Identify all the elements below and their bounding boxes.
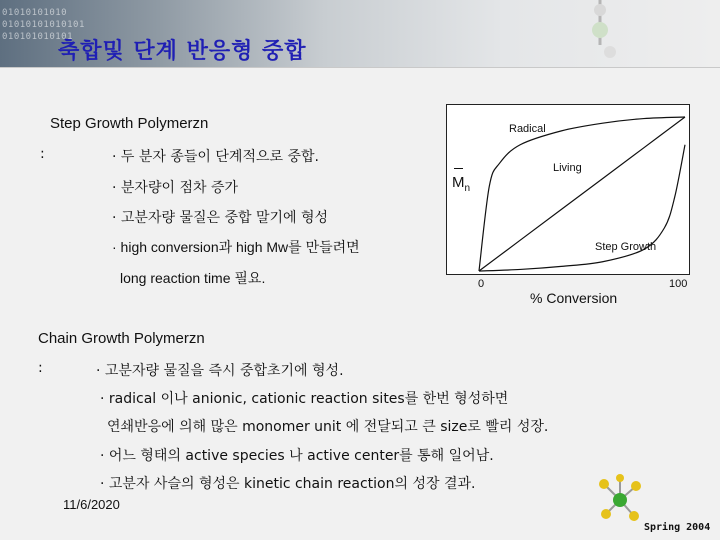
binary-decoration: 01010101010	[2, 8, 68, 18]
binary-decoration: 01010101010101	[2, 20, 85, 30]
step-bullet: long reaction time 필요.	[120, 270, 266, 286]
chain-growth-heading: Chain Growth Polymerzn	[38, 330, 205, 347]
chain-bullet: · radical 이나 anionic, cationic reaction sites를 한번 형성하면	[100, 391, 509, 407]
series-label-step-growth: Step Growth	[595, 241, 657, 253]
molecule-logo-icon	[596, 470, 644, 530]
binary-decoration: 010101010101	[2, 32, 74, 42]
header-banner	[0, 0, 720, 68]
mn-overbar	[454, 168, 463, 169]
step-bullet: · 분자량이 점차 증가	[112, 180, 238, 196]
chart-ylabel	[452, 174, 470, 194]
series-label-living: Living	[553, 162, 582, 174]
series-label-radical: Radical	[509, 123, 546, 135]
chart-ylabel-main: M	[452, 174, 465, 191]
chain-bullet: 연쇄반응에 의해 많은 monomer unit 에 전달되고 큰 size로 빨리 성장.	[107, 419, 549, 435]
chain-bullet: · 어느 형태의 active species 나 active center를 통해 일어남.	[100, 448, 494, 464]
chain-bullet: · 고분자량 물질을 즉시 중합초기에 형성.	[96, 363, 344, 379]
chain-growth-colon: :	[38, 360, 43, 376]
step-growth-colon: :	[40, 146, 45, 162]
x-tick-label: 0	[478, 278, 485, 290]
header-molecule-icon	[560, 0, 640, 68]
step-bullet: · 고분자량 물질은 중합 말기에 형성	[112, 210, 329, 226]
chain-bullet: · 고분자 사슬의 형성은 kinetic chain reaction의 성장 결과.	[100, 476, 476, 492]
step-bullet: · 두 분자 종들이 단계적으로 중합.	[112, 149, 319, 165]
header-divider	[0, 67, 720, 68]
x-tick-label: 100	[669, 278, 688, 290]
page-title: 축합및 단계 반응형 중합	[58, 39, 307, 64]
step-growth-heading: Step Growth Polymerzn	[50, 115, 209, 132]
step-bullet: · high conversion과 high Mw를 만들려면	[112, 239, 360, 255]
footer-season: Spring 2004	[644, 522, 711, 533]
chart-ylabel-sub: n	[464, 183, 471, 194]
footer-date: 11/6/2020	[63, 497, 120, 512]
chart-xlabel: % Conversion	[530, 290, 618, 306]
